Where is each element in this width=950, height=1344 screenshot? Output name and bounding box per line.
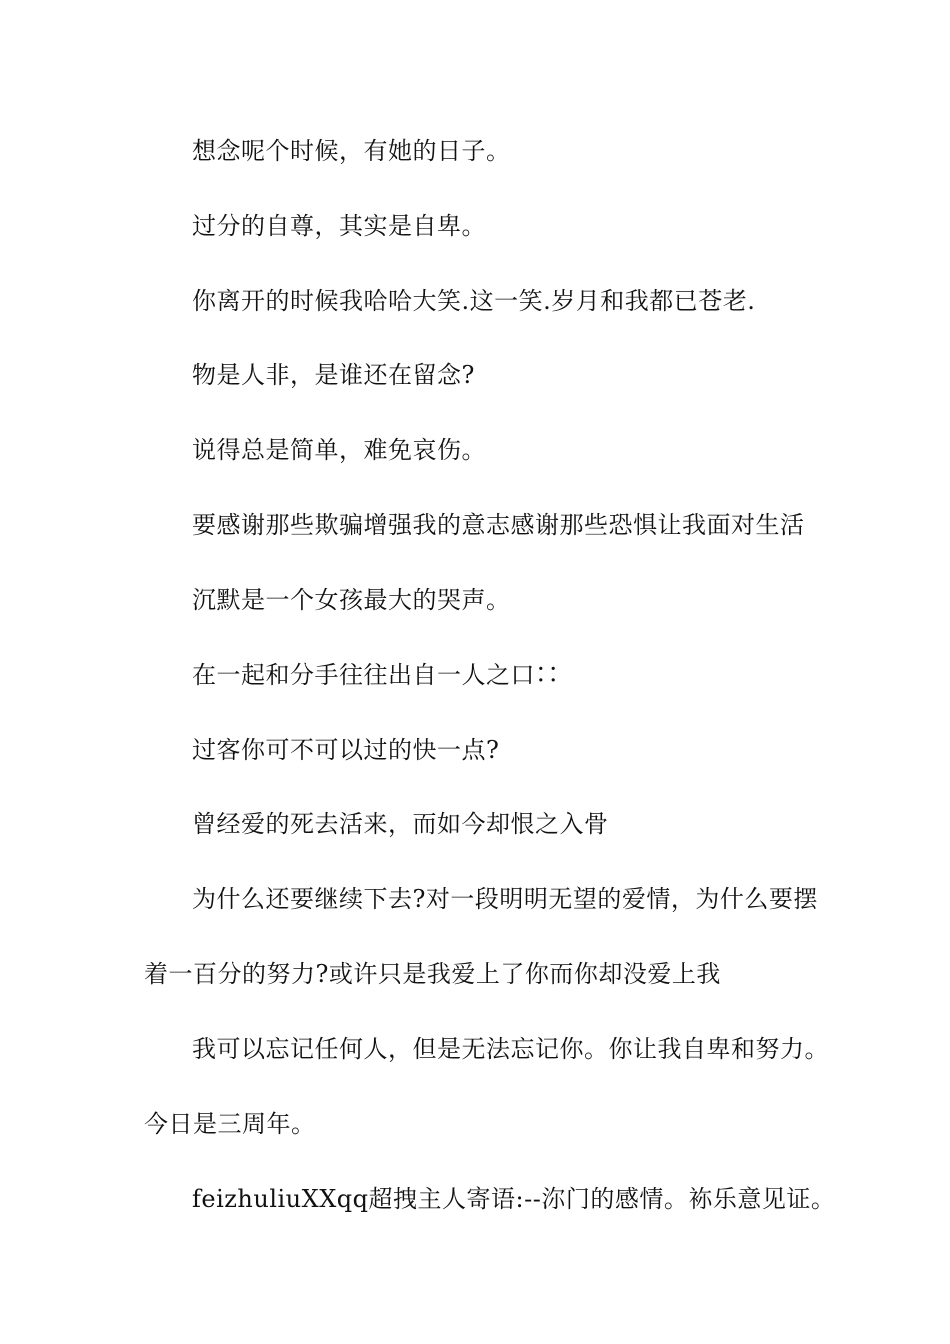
text-line: 你离开的时候我哈哈大笑.这一笑.岁月和我都已苍老. — [192, 287, 756, 315]
text-line: 要感谢那些欺骗增强我的意志感谢那些恐惧让我面对生活 — [192, 511, 805, 539]
text-line: 想念呢个时候，有她的日子。 — [192, 137, 511, 165]
text-line: 曾经爱的死去活来，而如今却恨之入骨 — [192, 810, 609, 838]
text-line: feizhuliuXXqq超拽主人寄语:--沵门的感情。袮乐意见证。 — [192, 1185, 836, 1213]
paragraph-line: 为什么还要继续下去?对一段明明无望的爱情，为什么要摆 — [192, 885, 818, 913]
text-line: 沉默是一个女孩最大的哭声。 — [192, 586, 511, 614]
paragraph-line: 我可以忘记任何人，但是无法忘记你。你让我自卑和努力。 — [192, 1035, 829, 1063]
paragraph-continuation: 今日是三周年。 — [144, 1110, 316, 1138]
paragraph-continuation: 着一百分的努力?或许只是我爱上了你而你却没爱上我 — [144, 960, 721, 988]
text-line: 在一起和分手往往出自一人之口∷ — [192, 661, 560, 689]
text-line: 过分的自尊，其实是自卑。 — [192, 212, 486, 240]
text-line: 物是人非，是谁还在留念? — [192, 361, 475, 389]
text-line: 说得总是简单，难免哀伤。 — [192, 436, 486, 464]
text-line: 过客你可不可以过的快一点? — [192, 736, 500, 764]
